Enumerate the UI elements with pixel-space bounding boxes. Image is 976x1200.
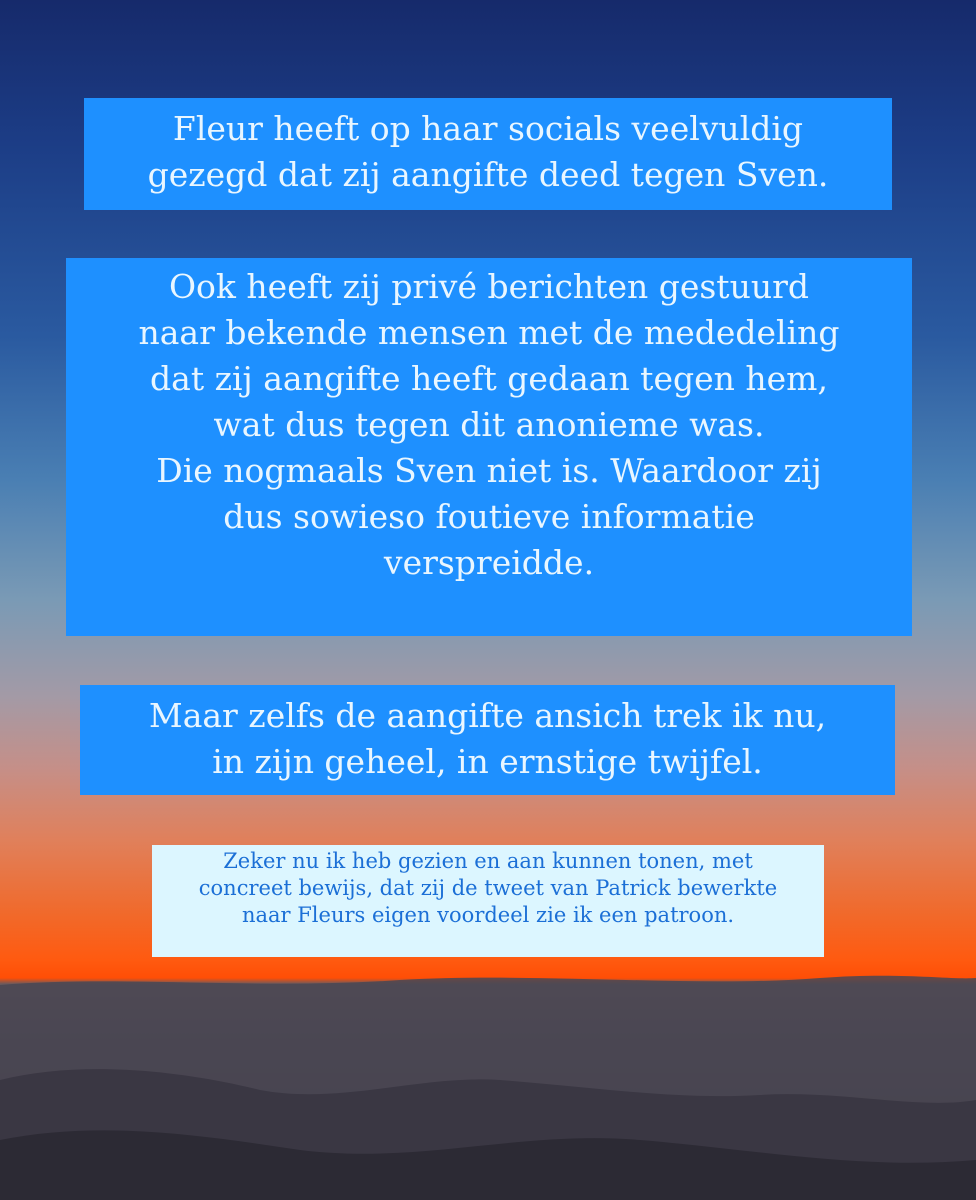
text-block-3: Maar zelfs de aangifte ansich trek ik nu, in zijn geheel, in ernstige twijfel. <box>80 685 895 795</box>
text-block-1: Fleur heeft op haar socials veelvuldig gezegd dat zij aangifte deed tegen Sven. <box>84 98 892 210</box>
note-block: Zeker nu ik heb gezien en aan kunnen tonen, met concreet bewijs, dat zij de tweet van Patrick bewerkte naar Fleurs eigen voordeel zie ik een patroon. <box>152 845 824 957</box>
text-block-2: Ook heeft zij privé berichten gestuurd naar bekende mensen met de mededeling dat zij aangifte heeft gedaan tegen hem, wat dus tegen dit anonieme was. Die nogmaals Sven niet is. Waardoor zij dus sowieso foutieve informatie verspreidde. <box>66 258 912 636</box>
